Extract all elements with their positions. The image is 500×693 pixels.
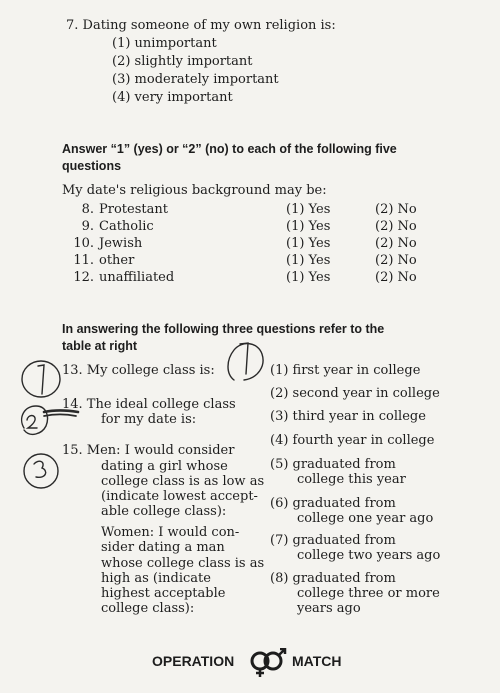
row-number: 12. xyxy=(73,270,94,285)
interlocked-gender-symbols-icon xyxy=(244,648,290,678)
logo-text-match: MATCH xyxy=(292,653,342,669)
class-table-item: (7) graduated from xyxy=(270,533,396,548)
class-table-item-continued: college one year ago xyxy=(297,511,434,526)
row-label: Catholic xyxy=(99,219,154,234)
q15-women-line: sider dating a man xyxy=(101,540,225,555)
q14-text-line2: for my date is: xyxy=(101,412,197,427)
class-table-item: (6) graduated from xyxy=(270,496,396,511)
q7-stem: 7. Dating someone of my own religion is: xyxy=(66,18,336,33)
class-table-item: (2) second year in college xyxy=(270,386,440,401)
class-table-item: (3) third year in college xyxy=(270,409,426,424)
row-label: other xyxy=(99,253,135,268)
row-number: 10. xyxy=(73,236,94,251)
no-option: (2) No xyxy=(375,270,417,285)
yesno-instruction-line1: Answer “1” (yes) or “2” (no) to each of the following five xyxy=(62,142,397,156)
class-table-item-continued: years ago xyxy=(297,601,361,616)
handwritten-circle-3-icon xyxy=(18,448,64,494)
yesno-instruction-line2: questions xyxy=(62,159,122,173)
q15-men-line: college class is as low as xyxy=(101,474,265,489)
q15-women-line: Women: I would con- xyxy=(101,525,240,540)
class-table-item: (1) first year in college xyxy=(270,363,421,378)
yes-option: (1) Yes xyxy=(286,253,331,268)
handwritten-circle-1-icon xyxy=(18,356,66,404)
row-label: unaffiliated xyxy=(99,270,175,285)
yes-option: (1) Yes xyxy=(286,202,331,217)
class-table-item-continued: college three or more xyxy=(297,586,440,601)
row-number: 9. xyxy=(81,219,94,234)
no-option: (2) No xyxy=(375,253,417,268)
no-option: (2) No xyxy=(375,236,417,251)
q13-text: 13. My college class is: xyxy=(62,363,215,378)
no-option: (2) No xyxy=(375,219,417,234)
college-instruction-line1: In answering the following three questions refer to the xyxy=(62,322,385,336)
row-label: Protestant xyxy=(99,202,168,217)
handwritten-circle-2-icon xyxy=(14,398,84,444)
q7-option-3: (3) moderately important xyxy=(112,72,279,87)
class-table-item-continued: college two years ago xyxy=(297,548,441,563)
q15-men-line: dating a girl whose xyxy=(101,459,228,474)
q15-men-line: able college class): xyxy=(101,504,227,519)
q15-men-line: (indicate lowest accept- xyxy=(101,489,258,504)
q15-women-line: highest acceptable xyxy=(101,586,226,601)
q15-women-line: high as (indicate xyxy=(101,571,211,586)
class-table-item: (5) graduated from xyxy=(270,457,396,472)
no-option: (2) No xyxy=(375,202,417,217)
handwritten-answer-circle-icon xyxy=(224,336,270,386)
yes-option: (1) Yes xyxy=(286,219,331,234)
row-number: 8. xyxy=(81,202,94,217)
college-instruction-line2: table at right xyxy=(62,339,138,353)
row-label: Jewish xyxy=(99,236,143,251)
q7-option-1: (1) unimportant xyxy=(112,36,217,51)
class-table-item: (4) fourth year in college xyxy=(270,433,435,448)
q14-text-line1: 14. The ideal college class xyxy=(62,397,236,412)
yesno-stem: My date's religious background may be: xyxy=(62,183,327,198)
q15-women-line: college class): xyxy=(101,601,195,616)
yes-option: (1) Yes xyxy=(286,270,331,285)
q15-men-line: 15. Men: I would consider xyxy=(62,443,235,458)
yes-option: (1) Yes xyxy=(286,236,331,251)
q15-women-line: whose college class is as xyxy=(101,556,265,571)
q7-option-2: (2) slightly important xyxy=(112,54,253,69)
class-table-item: (8) graduated from xyxy=(270,571,396,586)
row-number: 11. xyxy=(73,253,94,268)
logo-text-operation: OPERATION xyxy=(152,653,235,669)
class-table-item-continued: college this year xyxy=(297,472,406,487)
q7-option-4: (4) very important xyxy=(112,90,233,105)
